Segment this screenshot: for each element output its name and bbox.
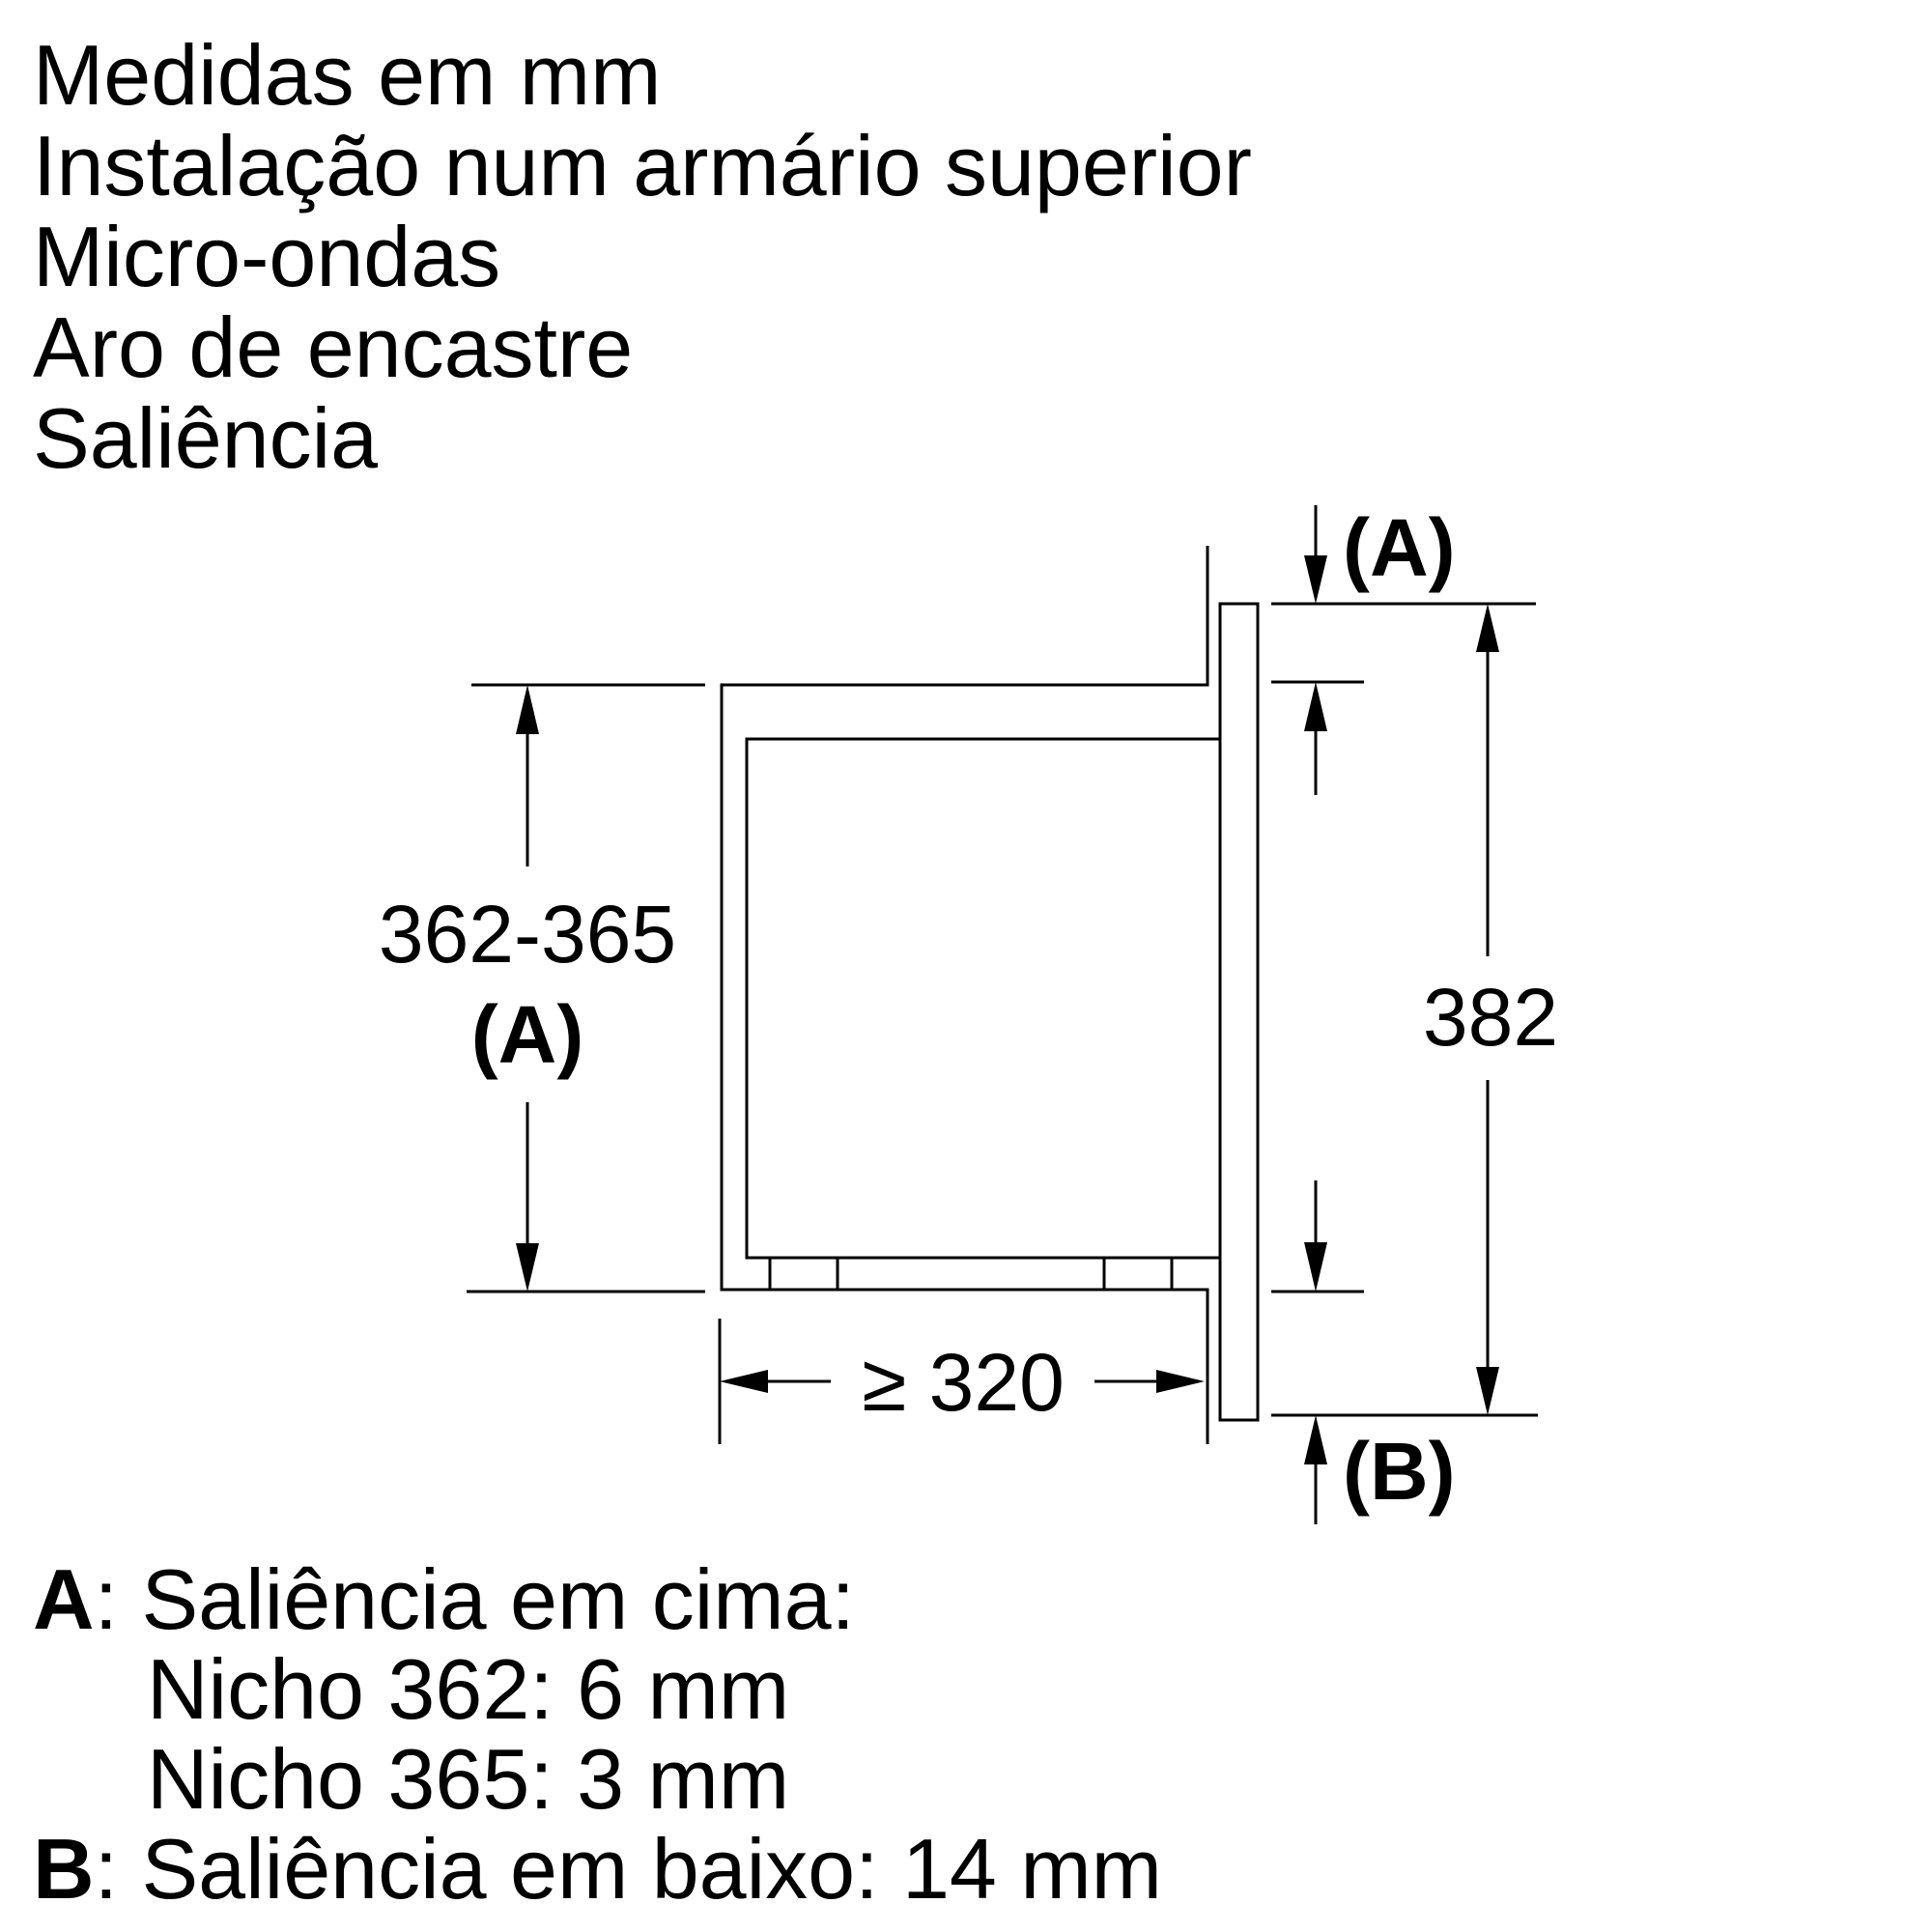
- arrowhead-b-bottom: [1304, 1415, 1327, 1464]
- ref-b-bottom-label: (B): [1343, 1426, 1456, 1517]
- cabinet-outline: [722, 546, 1208, 1444]
- note-a-text: : Saliência em cima:: [94, 1551, 855, 1647]
- dim-height-ref-label: (A): [470, 989, 584, 1080]
- header-line-protrusion: Saliência: [33, 390, 379, 486]
- dim-total-label: 382: [1422, 972, 1559, 1063]
- note-a-line3: Nicho 365: 3 mm: [147, 1731, 790, 1827]
- dim-height-label: 362-365: [378, 889, 677, 980]
- note-a-key: A: [33, 1551, 95, 1647]
- arrowhead-width-right: [1156, 1370, 1205, 1393]
- header-line-frame: Aro de encastre: [33, 299, 634, 395]
- arrowhead-height-top: [516, 685, 539, 734]
- frame-panel: [1220, 604, 1258, 1420]
- dim-width-label: ≥ 320: [862, 1337, 1065, 1428]
- appliance-body: [747, 739, 1220, 1258]
- arrowhead-niche-bottom: [1304, 1242, 1327, 1292]
- arrowhead-niche-top: [1304, 682, 1327, 731]
- arrowhead-a-top: [1304, 555, 1327, 604]
- header-line-units: Medidas em mm: [33, 27, 662, 123]
- note-b: [33, 1821, 1162, 1917]
- header-line-installation: Instalação num armário superior: [33, 118, 1252, 213]
- header-line-appliance: Micro-ondas: [33, 209, 501, 304]
- note-a-line2: Nicho 362: 6 mm: [147, 1641, 790, 1737]
- arrowhead-height-bottom: [516, 1243, 539, 1292]
- arrowhead-width-left: [720, 1370, 768, 1393]
- note-b-key: B: [33, 1821, 95, 1917]
- appliance-foot-right: [1104, 1258, 1172, 1290]
- note-a: [33, 1551, 855, 1647]
- arrowhead-total-top: [1476, 604, 1499, 652]
- arrowhead-total-bottom: [1476, 1367, 1499, 1415]
- note-b-text: : Saliência em baixo: 14 mm: [94, 1821, 1162, 1917]
- ref-a-top-label: (A): [1343, 502, 1456, 593]
- appliance-foot-left: [770, 1258, 838, 1290]
